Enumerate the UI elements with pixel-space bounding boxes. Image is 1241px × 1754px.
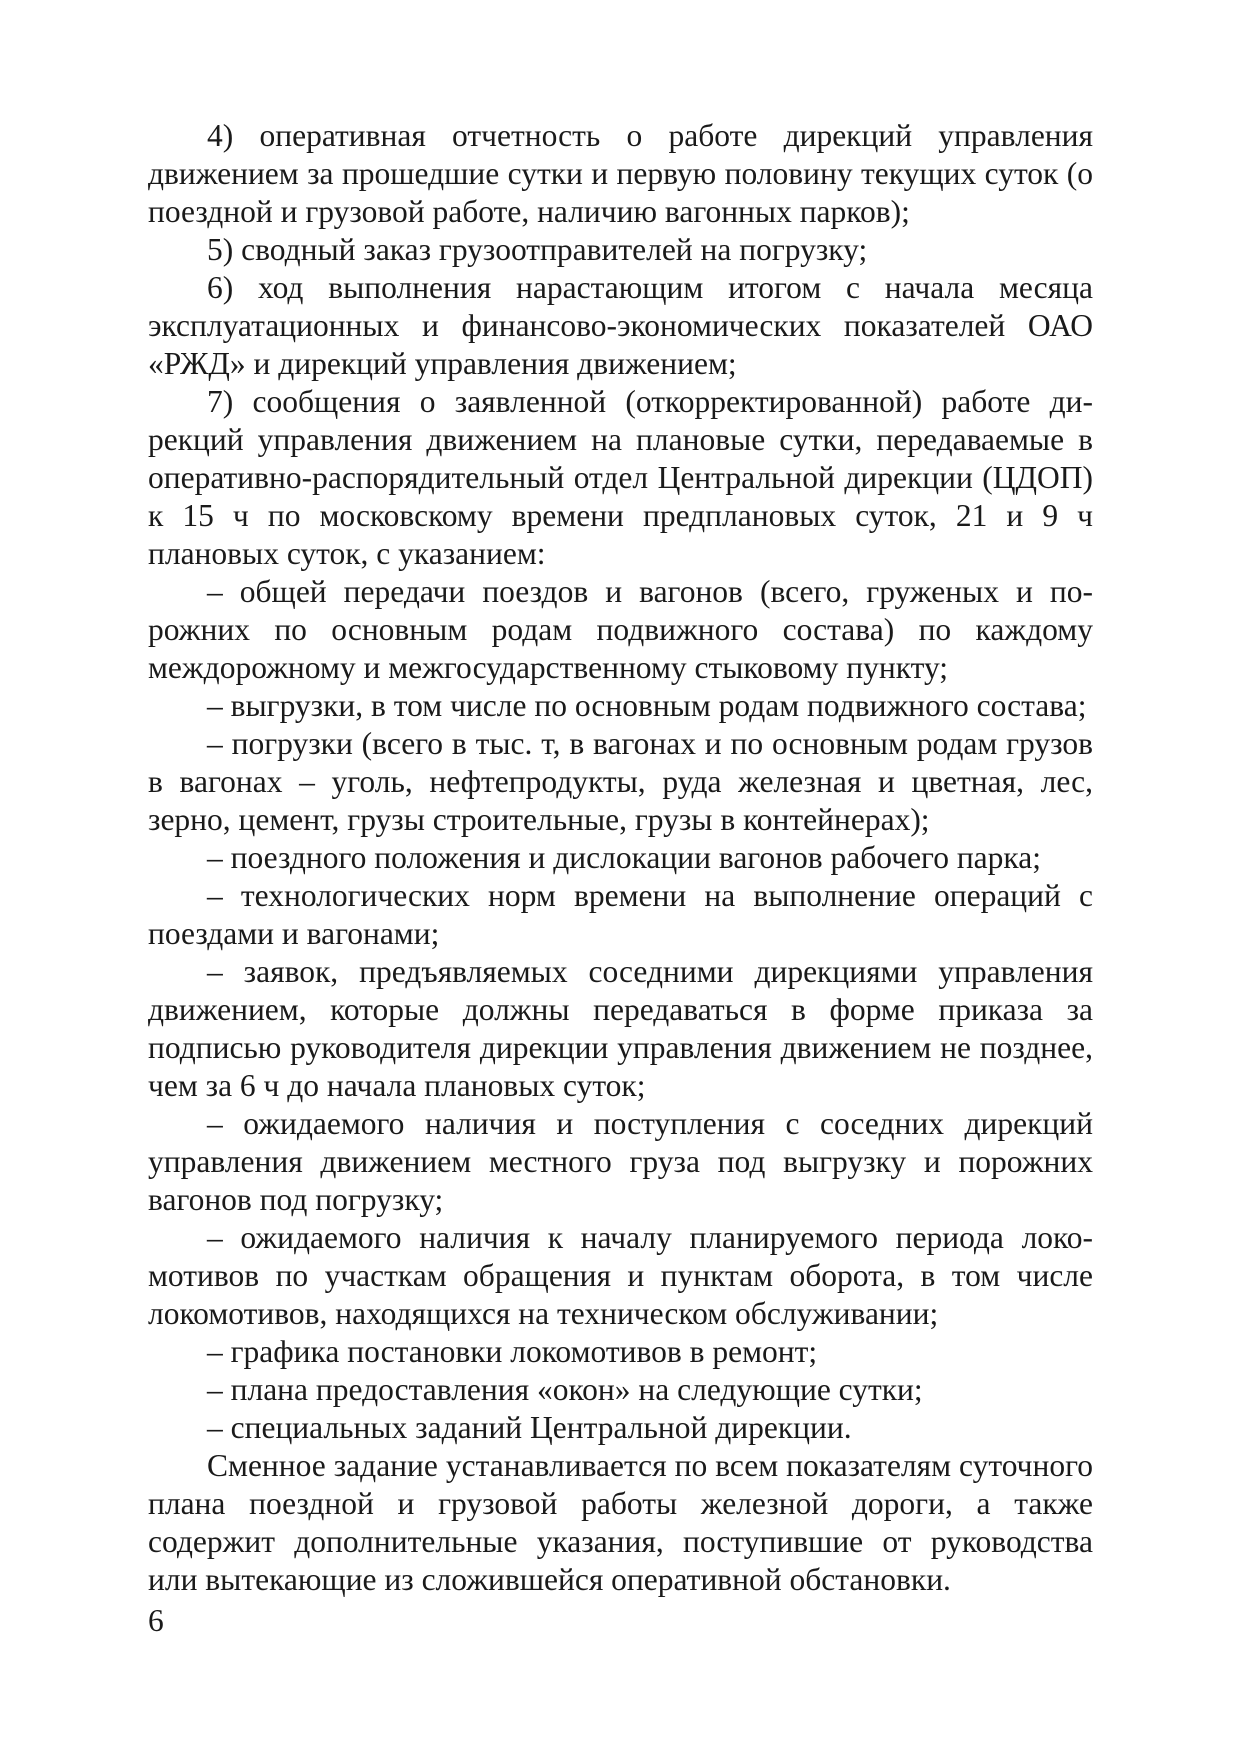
list-item-requests: – заявок, предъявляемых соседними дирекциями управления движением, которые должны передаваться в форме приказа за подписью руководителя дирекции управления движением не позднее, чем за 6 ч до начала плановых суток; bbox=[148, 954, 1093, 1103]
paragraph-item-7: 7) сообщения о заявленной (откорректированной) работе дирекций управления движением на плановые сутки, передаваемые в оперативно-распорядительный отдел Центральной дирекции (ЦДОП) к 15 ч по московскому времени предплановых суток, 21 и 9 ч плановых суток, с указанием: bbox=[148, 384, 1093, 571]
list-item-expected-cargo: – ожидаемого наличия и поступления с соседних дирекций управления движением местного груза под выгрузку и порожних вагонов под погрузку; bbox=[148, 1106, 1093, 1217]
paragraph-item-4: 4) оперативная отчетность о работе дирекций управления движением за прошедшие сутки и первую половину текущих суток (о поездной и грузовой работе, наличию вагонных парков); bbox=[148, 118, 1093, 229]
list-item-time-norms: – технологических норм времени на выполнение операций с поездами и вагонами; bbox=[148, 878, 1093, 951]
list-item-loading: – погрузки (всего в тыс. т, в вагонах и по основным родам грузов в вагонах – уголь, нефтепродукты, руда железная и цветная, лес, зерно, цемент, грузы строительные, грузы в контейнерах); bbox=[148, 726, 1093, 837]
list-item-expected-locomotives: – ожидаемого наличия к началу планируемого периода локомотивов по участкам обращения и пунктам оборота, в том числе локомотивов, находящихся на техническом обслуживании; bbox=[148, 1220, 1093, 1331]
paragraph-item-6: 6) ход выполнения нарастающим итогом с начала месяца эксплуатационных и финансово-экономических показателей ОАО «РЖД» и дирекций управления движением; bbox=[148, 270, 1093, 381]
list-item-repair-schedule: – графика постановки локомотивов в ремонт; bbox=[207, 1334, 818, 1369]
list-item-train-position: – поездного положения и дислокации вагонов рабочего парка; bbox=[207, 840, 1041, 875]
paragraph-shift-task: Сменное задание устанавливается по всем показателям суточного плана поездной и грузовой работы железной дороги, а также содержит дополнительные указания, поступившие от руководства или вытекающие из сложившейся оперативной обстановки. bbox=[148, 1448, 1093, 1597]
list-item-special-tasks: – специальных заданий Центральной дирекции. bbox=[207, 1410, 852, 1445]
list-item-unloading: – выгрузки, в том числе по основным родам подвижного состава; bbox=[207, 688, 1087, 723]
paragraph-item-5: 5) сводный заказ грузоотправителей на погрузку; bbox=[207, 232, 868, 267]
page-body bbox=[148, 117, 1093, 1599]
list-item-windows-plan: – плана предоставления «окон» на следующие сутки; bbox=[207, 1372, 923, 1407]
page-number: 6 bbox=[148, 1603, 164, 1638]
list-item-transfer: – общей передачи поездов и вагонов (всего, груженых и порожних по основным родам подвижного состава) по каждому междорожному и межгосударственному стыковому пункту; bbox=[148, 574, 1093, 685]
